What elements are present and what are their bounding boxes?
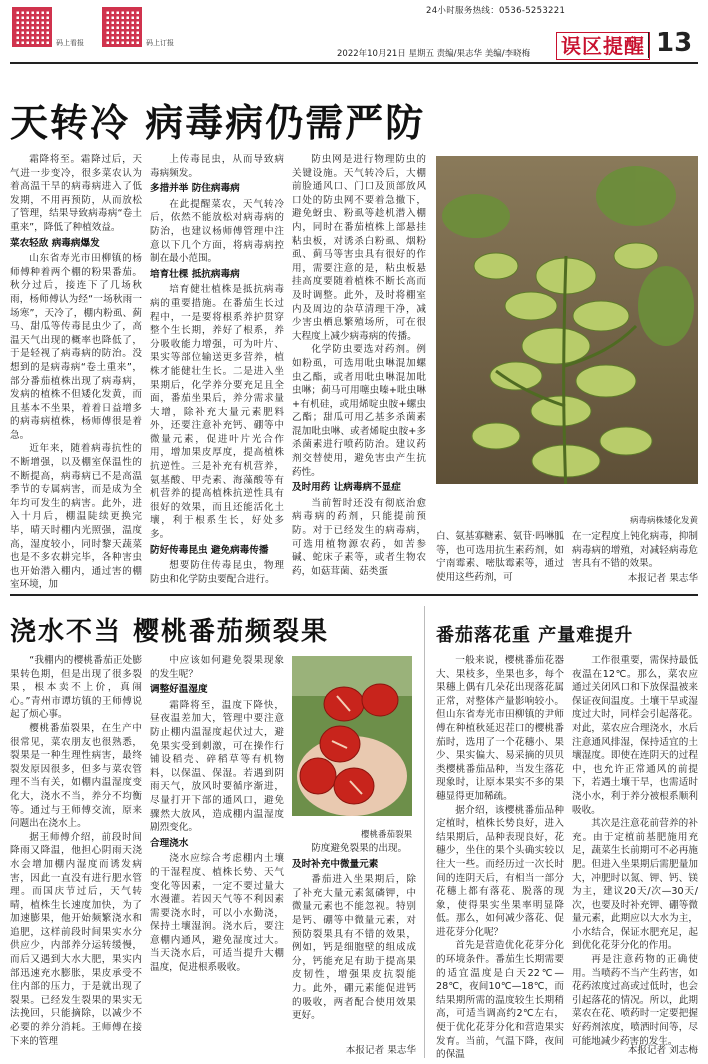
section-rule <box>10 594 698 596</box>
paragraph: 据王师傅介绍，前段时间降雨又降温，他担心阴雨天浇水会增加棚内湿度而诱发病害，因此一直没有进行肥水管理。而国庆节过后，天气转晴，植株生长速度加快，为了加速膨果，他开始频繁浇水和追肥，这样前段时间果实水分供应少，内部养分运转缓慢，而后又遇到大水大肥，果实内部迅速充水膨胀，果皮承受不住内部的压力，于是就出现了裂果。已经发生裂果的果实无法挽回，只能摘除，以减少不必要的养分消耗。王师傅在接下来的管理 <box>10 831 142 1047</box>
photo-caption-virus: 病毒病株矮化发黄 <box>629 516 698 526</box>
paragraph: 据介绍，该樱桃番茄品种定植时，植株长势良好，进入结果期后，品种表现良好，花穗少，坐住的果个头确实较以往大一些。而经历过一次长时间的连阴天后，有相当一部分花穗上都有落花、脱落的现象，使得果实坐果率明显降低。那么，如何减少落花、促进花芽分化呢？ <box>436 804 564 938</box>
paragraph: 霜降将至，温度下降快，昼夜温差加大，管理中要注意防止棚内温湿度起伏过大，避免果实受到刺激，可在操作行铺设稻壳、碎稻草等有机物料，以保温、保湿。若遇到阴雨天气，放风时要循序渐进，尽量打开下部的通风口，避免骤然大放风，造成棚内温湿度剧烈变化。 <box>150 699 284 834</box>
cherry-tomato-image <box>292 656 412 826</box>
column-divider <box>424 606 425 1058</box>
paragraph: 培育健壮植株是抵抗病毒病的重要措施。在番茄生长过程中，一是要将根系养护贯穿整个生长期，养好了根系，养分吸收能力增强，可为叶片、果实等部位输送更多营养，植株才能健壮生长。二是进入坐果期后，化学养分要充足且全面，番茄坐果后，养分需求量大增，除补充大量元素肥料外，还要注意补充钙、硼等中微量元素，促进叶片光合作用，增加果皮厚度，提高植株抗逆性。三是补充有机营养，氨基酸、甲壳素、海藻酸等有机营养的提高植株抗逆性具有很好的效果，而且还能活化土壤，利于根系生长，好处多多。 <box>150 284 284 541</box>
subheading: 菜农轻敌 病毒病爆发 <box>10 237 100 249</box>
subheading: 多措并举 防住病毒病 <box>150 183 240 195</box>
paragraph: 想要防住传毒昆虫，物理防虫和化学防虫要配合进行。 <box>150 560 284 585</box>
paragraph: 山东省寿光市田柳镇的杨师傅种着两个棚的粉果番茄。秋分过后，接连下了几场秋雨，杨师傅认为经“一场秋雨一场寒”，天冷了，棚内粉虱、蓟马、甜瓜等传毒昆虫少了，高温天气出现的概率也降低了，于是轻视了病毒病的防治。没想到的是病毒病“卷土重来”，部分番茄植株出现了病毒病，发病的植株不但矮化发黄，而且基本不坐果，着着日益增多的病毒病植株，杨师傅很是着急。 <box>10 253 142 441</box>
paragraph: 在此提醒菜农，天气转冷后，依然不能放松对病毒病的防治，也建议杨师傅管理中注意以下几个方面，将病毒病控制在最小范围。 <box>150 198 284 265</box>
article1-col1 <box>10 153 142 591</box>
plant-image <box>436 156 698 512</box>
subheading: 培育壮棵 抵抗病毒病 <box>150 268 240 280</box>
paragraph: 霜降将至。霜降过后，天气进一步变冷，很多菜农认为着高温干旱的病毒病进入了低发期，不用再预防，从而放松了管理，结果导致病毒病“卷土重来”，降低了种植效益。 <box>10 154 142 233</box>
qr1-label: 码上看报 <box>56 39 84 47</box>
paragraph: 中应该如何避免裂果现象的发生呢？ <box>150 655 284 680</box>
subheading: 防好传毒昆虫 避免病毒传播 <box>150 544 269 556</box>
paragraph: 防虫网是进行物理防虫的关键设施。天气转冷后，大棚前脸通风口、门口及顶部放风口处的防虫网不要着急撤下，避免蚜虫、粉虱等趁机潜入棚内，同时在番茄植株上部悬挂粘虫板，对诱杀白粉虱、烟粉虱、蓟马等害虫具有很好的作用，需要注意的是，粘虫板悬挂高度要随着植株不断长高而及时调整。此外，及时将棚室内及周边的杂草清理干净，减少害虫栖息繁殖场所，可在很大程度上减少病毒病的传播。 <box>292 154 426 342</box>
paragraph: 一般来说，樱桃番茄花器大、果枝多，坐果也多，每个果穗上偶有几朵花出现落花属正常，对整体产量影响较小。但山东省寿光市田柳镇的尹师傅在种植秋延迟茬口的樱桃番茄时，选用了一个花穗小、果少、果实偏大、易采摘的贝贝类樱桃番茄品种，当发生落花现象时，让原本果实不多的果穗显得更加稀疏。 <box>436 655 564 802</box>
article3-headline: 番茄落花重 产量难提升 <box>436 625 634 646</box>
article1-bottom-b: 在一定程度上钝化病毒，抑制病毒病的增殖，对减轻病毒危害具有不错的效果。 <box>572 531 698 570</box>
photo-cherry-tomato <box>292 656 412 826</box>
paragraph: 樱桃番茄裂果，在生产中很常见，菜农朋友也很熟悉，裂果是一种生理性病害，最终裂发原因很多，但多与菜农管理不当有关，如棚内温湿度变化大，浇水不当，养分不均衡等。通过与王师傅交流，原来问题出在浇水上。 <box>10 722 142 830</box>
article2-col3 <box>292 842 416 1044</box>
section-title: 误区提醒 <box>556 32 650 60</box>
paragraph: 化学防虫要选对药剂。例如粉虱，可选用吡虫啉混加螺虫乙酯，或者用吡虫啉混加吡虫啉；蓟马可用噻虫嗪+吡虫啉+有机硅，或用烯啶虫胺+螺虫乙酯；甜瓜可用乙基多杀菌素混加吡虫啉、或者烯啶虫胺+多杀菌素进行喷药防治。建议药剂交替使用，避免害虫产生抗药性。 <box>292 344 426 478</box>
article1-col2 <box>150 153 284 583</box>
paragraph: 工作很重要，需保持最低夜温在12℃。那么，菜农应通过关闭风口和下放保温被来保证夜间温度。土壤干旱或湿度过大时，同样会引起落花。对此，菜农应合理浇水，水后注意通风排湿，保持适宜的土壤湿度。即使在连阴天的过程中，也允许正常通风的前提下，若遇土壤干旱，也需适时浇小水，利于养分被根系顺利吸收。 <box>572 655 698 816</box>
divider <box>648 32 649 58</box>
article2-col1 <box>10 654 142 1058</box>
article1-byline: 本报记者 果志华 <box>627 573 698 584</box>
service-hotline: 24小时服务热线：0536-5253221 <box>426 6 566 16</box>
paragraph: 番茄进入坐果期后，除了补充大量元素氮磷钾，中微量元素也不能忽视。特别是钙、硼等中微量元素，对预防裂果具有不错的效果，例如，钙是细胞壁的组成成分，钙能充足有助于提高果皮韧性，增强果皮抗裂能力。此外，硼元素能促进钙的吸收，两者配合使用效果更好。 <box>292 874 416 1022</box>
paragraph: 近年来，随着病毒抗性的不断增强，以及棚室保温性的不断提高，病毒病已不是高温季节的专属病害，而是成为全年均可发生的病害。此外，进入十月后，棚温陡续更换完毕，晴天时棚内光照强，温度高，湿度较小，同时黎天蔬菜也是不多农耕完毕，各种害虫也开始潜入棚内，通过害的棚室环境，加 <box>10 443 142 591</box>
article2-headline: 浇水不当 樱桃番茄频裂果 <box>10 617 330 647</box>
paragraph: 当前暂时还没有彻底治愈病毒病的药剂，只能提前预防。对于已经发生的病毒病，可选用植物源农药，如苦参碱、蛇床子素等，或者生物农药，如菇茸菌、菇类蛋 <box>292 497 426 577</box>
article3-byline: 本报记者 刘志梅 <box>627 1045 698 1056</box>
article1-bottom-a: 白、氨基寡糖素、氨苷·吗啉胍等，也可选用抗生素药剂，如宁南霉素、嘧肽霉素等，通过使用这些药剂，可 <box>436 531 564 583</box>
subheading: 及时补充中微量元素 <box>292 858 379 870</box>
dateline: 2022年10月21日 星期五 责编/果志华 美编/李晓梅 <box>337 49 531 59</box>
qr-code-newspaper[interactable] <box>12 7 52 47</box>
article1-col3 <box>292 153 426 583</box>
article2-byline: 本报记者 果志华 <box>345 1045 416 1056</box>
paragraph: “我棚内的樱桃番茄正处膨果转色期，但是出现了很多裂果，根本卖不上价，真闹心。”青州市谭坊镇的王师傅说起了烦心事。 <box>10 655 142 721</box>
qr-code-subscribe[interactable] <box>102 7 142 47</box>
page-number: 13 <box>656 28 693 58</box>
article1-headline: 天转冷 病毒病仍需严防 <box>10 101 426 145</box>
paragraph: 防度避免裂果的出现。 <box>311 843 408 854</box>
qr2-label: 码上订报 <box>146 39 174 47</box>
article3-col1 <box>436 654 564 1061</box>
paragraph: 上传毒昆虫，从而导致病毒病频发。 <box>150 154 284 179</box>
paragraph: 再是注意药物的正确使用。当喷药不当产生药害，如花药浓度过高或过低时，也会引起落花的情况。所以，此期菜农在花、喷药时一定要把握好药剂浓度，喷洒时间等，尽可能地减少药害的发生。 <box>572 954 698 1047</box>
paragraph: 其次是注意花前营养的补充。由于定植前基肥施用充足，蔬菜生长前期可不必再施肥。但进入坐果期后需肥量加大，冲肥时以氮、钾、钙、镁为主，建议20天/次—30天/次，也要及时补充钾、硼等微量元素，此期应以大水为主，小水结合，保证水肥充足，起到优化花芽分化的作用。 <box>572 818 698 952</box>
photo-caption-cherry: 樱桃番茄裂果 <box>360 830 412 840</box>
subheading: 及时用药 让病毒病不显症 <box>292 482 401 494</box>
masthead-rule <box>10 62 698 64</box>
article2-col2 <box>150 654 284 1058</box>
photo-tomato-virus <box>436 156 698 512</box>
article3-col2 <box>572 654 698 1047</box>
subheading: 调整好温湿度 <box>150 684 208 696</box>
subheading: 合理浇水 <box>150 837 189 849</box>
paragraph: 浇水应综合考虑棚内土壤的干湿程度、植株长势、天气变化等因素，一定不要过量大水漫灌。若因天气等不利因素需要浇水时，可以小水勤浇，保持土壤湿润。浇水后，要注意棚内通风，避免湿度过大。当天浇水后，可适当提升大棚温度，促进根系吸收。 <box>150 853 284 974</box>
paragraph: 首先是营造优化花芽分化的环境条件。番茄生长期需要的适宜温度是白天22℃—28℃，夜间10℃—18℃，而结果期所需的温度较生长期稍高，可适当调高约2℃左右，便于优化花芽分化和营造果实发育。当前，气温下降，夜间的保温 <box>436 940 564 1061</box>
